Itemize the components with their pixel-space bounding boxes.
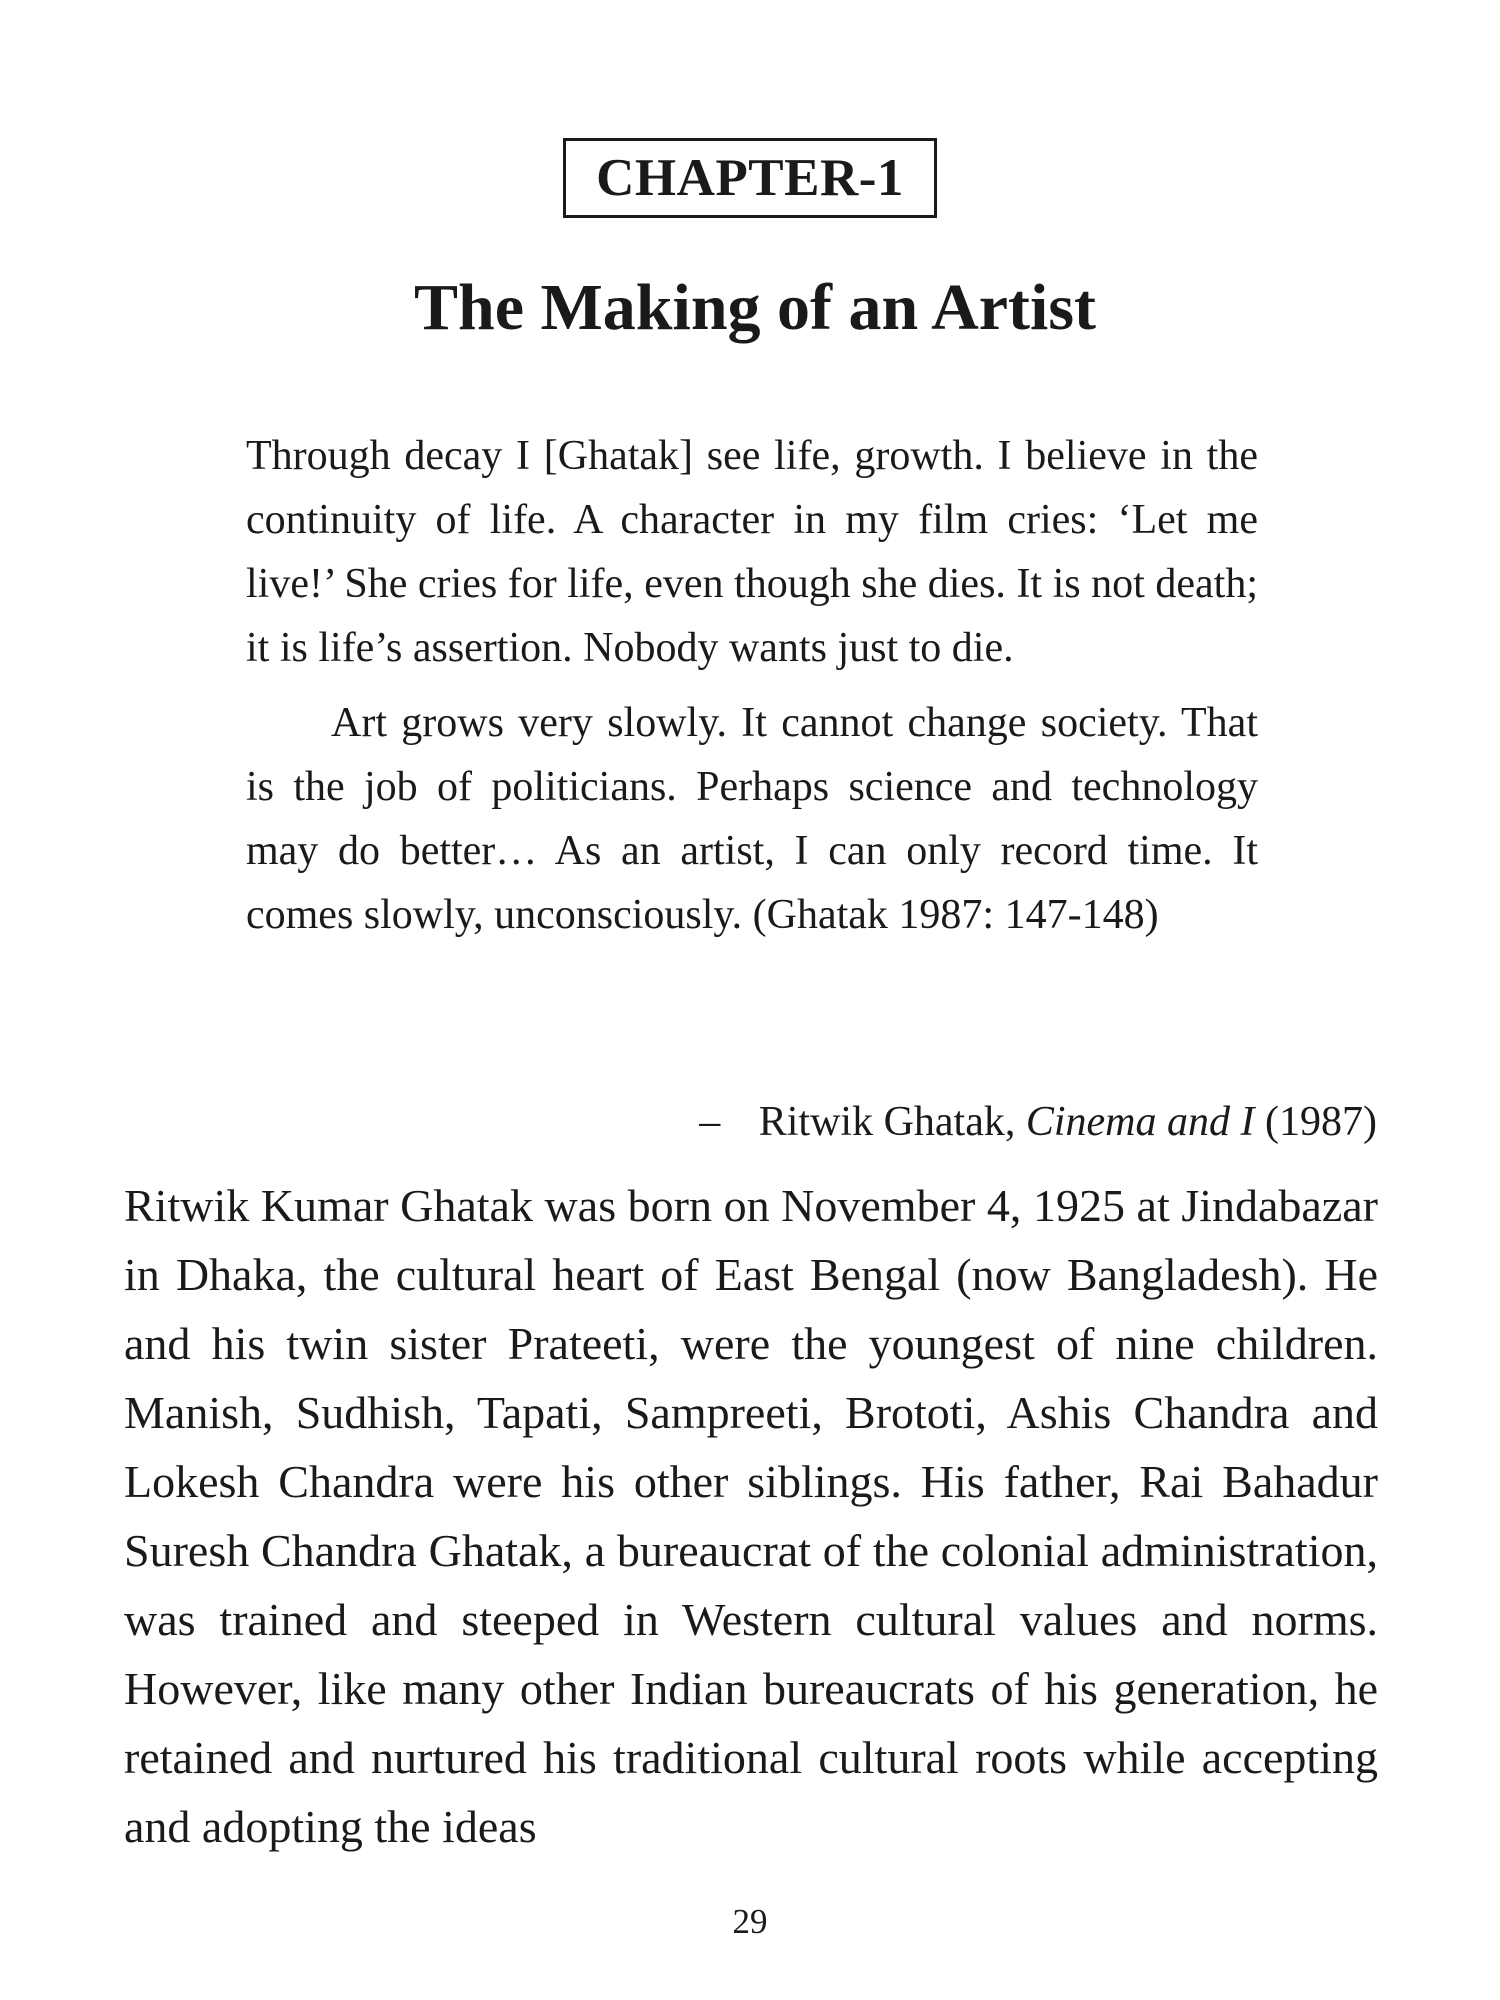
- attribution-work-title: Cinema and I: [1025, 1099, 1255, 1145]
- epigraph-paragraph: Art grows very slowly. It cannot change society. That is the job of politicians. Perhaps science and technology may do better… As an artist, I can only record time. It comes slowly, unconsciously. (Ghatak 1987: 147-148): [246, 700, 1258, 938]
- epigraph-attribution: [699, 1090, 1377, 1154]
- chapter-label: CHAPTER-1: [596, 149, 904, 207]
- body-paragraph: Ritwik Kumar Ghatak was born on November 4, 1925 at Jindabazar in Dhaka, the cultural heart of East Bengal (now Bangladesh). He and his twin sister Prateeti, were the youngest of nine children. Manish, Sudhish, Tapati, Sampreeti, Brototi, Ashis Chandra and Lokesh Chandra were his other siblings. His father, Rai Bahadur Suresh Chandra Ghatak, a bureaucrat of the colonial administration, was trained and steeped in Western cultural values and norms. However, like many other Indian bureaucrats of his generation, he retained and nurtured his traditional cultural roots while accepting and adopting the ideas: [124, 1180, 1378, 1852]
- chapter-label-box: [563, 138, 937, 218]
- attribution-dash: –: [699, 1099, 721, 1145]
- attribution-author: Ritwik Ghatak,: [758, 1099, 1016, 1145]
- attribution-year: (1987): [1265, 1099, 1377, 1145]
- epigraph-paragraph: Through decay I [Ghatak] see life, growth. I believe in the continuity of life. A character in my film cries: ‘Let me live!’ She cries for life, even though she dies. It is not death; it is life’s assertion. Nobody wants just to die.: [246, 433, 1258, 671]
- page-number: 29: [732, 1902, 768, 1941]
- epigraph-quote: [246, 424, 1258, 947]
- chapter-title: The Making of an Artist: [413, 271, 1097, 344]
